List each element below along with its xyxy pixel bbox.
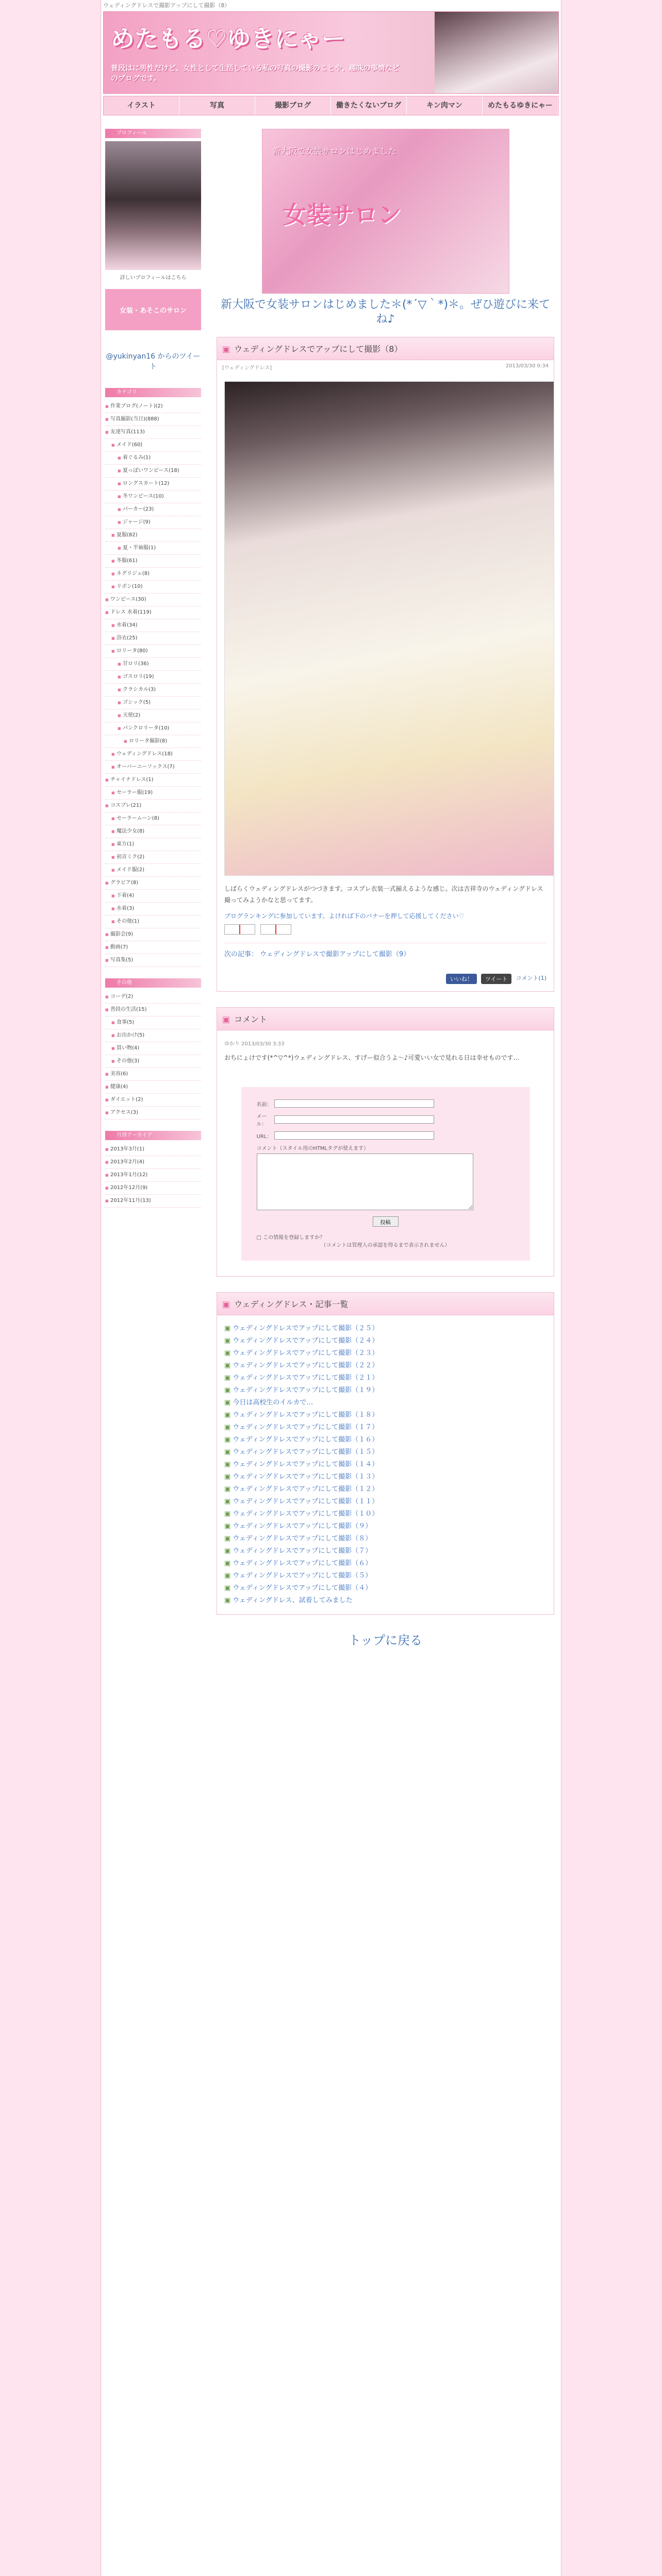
other-head: その他 [105,978,201,988]
main-content [217,129,554,1648]
category-item[interactable]: ■ 動画(7) [105,941,201,954]
related-item[interactable]: ▣ ウェディングドレスでアップにして撮影（６） [224,1557,547,1570]
entry-meta [217,360,554,374]
sidebar [105,129,201,1219]
browser-title: ウェディングドレスで撮影アップにして撮影（8） [103,2,230,9]
entry-category[interactable]: [ウェディングドレス] [222,365,272,371]
site-header [103,11,559,94]
salon-caption[interactable]: 新大阪で女装サロンはじめました＊(*´▽｀*)＊。ぜひ遊びに来てね♪ [220,298,551,326]
category-item[interactable]: ■ クラシカル(3) [105,684,201,697]
related-item[interactable]: ▣ ウェディングドレスでアップにして撮影（１４） [224,1459,547,1471]
ranking-banner-1[interactable] [224,924,255,935]
next-label: 次の記事： [224,951,258,958]
tweet-button[interactable]: ツイート [481,974,511,984]
related-item[interactable]: ▣ ウェディングドレスでアップにして撮影（２１） [224,1372,547,1384]
archive-head: 月別アーカイブ [105,1131,201,1140]
profile-photo[interactable] [105,141,201,270]
related-item[interactable]: ▣ ウェディングドレスでアップにして撮影（１０） [224,1508,547,1520]
category-item[interactable]: ■ 夏・半袖服(1) [105,542,201,555]
other-item[interactable]: ■ ダイエット(2) [105,1094,201,1107]
comment-head [217,1008,554,1030]
comment-text: おちにょけです(*^▽^*)ウェディングドレス、すげー似合うよ〜♪可愛いい女で見れる日は幸せものです… [224,1054,520,1061]
category-item[interactable]: ■ ロングスカート(12) [105,478,201,490]
other-widget [105,978,201,1120]
nav-item-metamoru[interactable]: めたもるゆきにゃー [483,96,558,115]
related-head-text: ウェディングドレス・記事一覧 [234,1299,349,1309]
name-label: 名前： [256,1101,272,1108]
related-item[interactable]: ▣ ウェディングドレスでアップにして撮影（２３） [224,1347,547,1360]
category-item[interactable]: ■ ドレス 水着(119) [105,606,201,619]
category-item[interactable]: ■ パーカー(23) [105,503,201,516]
related-item[interactable]: ▣ ウェディングドレスでアップにして撮影（１９） [224,1384,547,1397]
remember-check[interactable]: □ この情報を登録しますか？ [256,1235,325,1241]
entry-box [217,337,554,992]
related-item[interactable]: ▣ ウェディングドレスでアップにして撮影（２２） [224,1360,547,1372]
archive-item[interactable]: ■ 2012年11月(13) [105,1195,201,1208]
comment-head-icon: ▣ [222,1014,230,1024]
archive-item[interactable]: ■ 2013年3月(1) [105,1143,201,1156]
category-item[interactable]: ■ ロリータ(80) [105,645,201,658]
category-item[interactable]: ■ ゴスロリ(19) [105,671,201,684]
archive-widget [105,1131,201,1208]
entry-date: 2013/03/30 0:34 [505,363,549,369]
related-item[interactable]: ▣ ウェディングドレスでアップにして撮影（５） [224,1570,547,1582]
tweet-link[interactable]: @yukinyan16 からのツイート [106,352,201,371]
mail-row [257,1112,515,1127]
category-item[interactable]: ■ メイド服(2) [105,864,201,877]
entry-title[interactable] [217,337,554,360]
profile-widget [105,129,201,377]
category-item[interactable]: ■ 水着(3) [105,903,201,916]
category-item[interactable]: ■ 写真集(5) [105,954,201,967]
archive-list [105,1143,201,1208]
other-item[interactable]: ■ 買い物(4) [105,1042,201,1055]
comment-label: コメント（スタイル用のHTMLタグが使えます） [256,1146,369,1151]
category-item[interactable]: ■ セーラームーン(8) [105,812,201,825]
next-entry [224,943,547,958]
archive-item[interactable]: ■ 2013年2月(4) [105,1156,201,1169]
back-to-top-link[interactable]: トップに戻る [348,1633,423,1648]
other-item[interactable]: ■ 健康(4) [105,1081,201,1094]
entry-title-icon: ▣ [222,344,230,354]
category-item[interactable]: ■ パンクロリータ(10) [105,722,201,735]
category-item[interactable]: ■ 浴衣(25) [105,632,201,645]
other-item[interactable]: ■ お出かけ(5) [105,1029,201,1042]
category-item[interactable]: ■ ロリータ撮影(8) [105,735,201,748]
category-item[interactable]: ■ ネグリジェ(8) [105,568,201,581]
comment-head-text: コメント [234,1014,268,1024]
category-item[interactable]: ■ チャイナドレス(1) [105,774,201,787]
related-item[interactable]: ▣ ウェディングドレスでアップにして撮影（１６） [224,1434,547,1446]
category-item[interactable]: ■ オーバーニーソックス(7) [105,761,201,774]
category-item[interactable]: ■ セーラー服(19) [105,787,201,800]
other-item[interactable]: ■ 普段の生活(15) [105,1004,201,1016]
mail-label: メール： [256,1114,267,1127]
nav-item-nowork-blog[interactable]: 働きたくないブログ [331,96,407,115]
category-item[interactable]: ■ 友達写真(113) [105,426,201,439]
related-item[interactable]: ▣ ウェディングドレスでアップにして撮影（１７） [224,1421,547,1434]
related-head-icon: ▣ [222,1299,230,1309]
url-input[interactable] [274,1131,434,1140]
related-item[interactable]: ▣ ウェディングドレスでアップにして撮影（８） [224,1533,547,1545]
ranking-banner-2[interactable] [260,924,291,935]
category-item[interactable]: ■ 天使(2) [105,709,201,722]
related-item[interactable]: ▣ ウェディングドレスでアップにして撮影（７） [224,1545,547,1557]
category-item[interactable]: ■ 水着(34) [105,619,201,632]
other-item[interactable]: ■ 美容(6) [105,1068,201,1081]
related-item[interactable]: ▣ ウェディングドレスでアップにして撮影（９） [224,1520,547,1533]
related-head [217,1293,554,1315]
name-input[interactable] [274,1099,434,1108]
category-list [105,400,201,967]
related-item[interactable]: ▣ ウェディングドレスでアップにして撮影（１５） [224,1446,547,1459]
category-item[interactable]: ■ 夏っぽいワンピース(18) [105,465,201,478]
nav-item-illust[interactable]: イラスト [104,96,179,115]
related-item[interactable]: ▣ ウェディングドレス、試着してみました [224,1595,547,1607]
salon-banner-top: 新大阪で女装サロンはじめました [272,146,396,156]
nav-item-photo[interactable]: 写真 [179,96,255,115]
site-title[interactable]: めたもる♡ゆきにゃー [111,25,345,53]
category-item[interactable]: ■ ジャージ(9) [105,516,201,529]
category-item[interactable]: ■ 東方(1) [105,838,201,851]
category-item[interactable]: ■ 初音ミク(2) [105,851,201,864]
comment-box [217,1007,554,1277]
remember-label: この情報を登録しますか？ [263,1235,325,1241]
category-item[interactable]: ■ 魔法少女(8) [105,825,201,838]
profile-head: プロフィール [105,129,201,138]
category-item[interactable]: ■ 写真撮影(当日)(888) [105,413,201,426]
other-item[interactable]: ■ アクセス(3) [105,1107,201,1120]
category-item[interactable]: ■ その他(1) [105,916,201,928]
category-item[interactable]: ■ 甘ロリ(36) [105,658,201,671]
category-item[interactable]: ■ 下着(4) [105,890,201,903]
category-head: カテゴリ [105,388,201,397]
related-item[interactable]: ▣ ウェディングドレスでアップにして撮影（２４） [224,1335,547,1347]
category-item[interactable]: ■ 作業ブログ(ノート)(2) [105,400,201,413]
name-row [257,1099,515,1108]
comment-textarea[interactable] [257,1154,473,1210]
archive-item[interactable]: ■ 2012年12月(9) [105,1182,201,1195]
salon-banner-name: 女装サロン [283,201,402,229]
category-item[interactable]: ■ 撮影会(9) [105,928,201,941]
category-item[interactable]: ■ ゴシック(5) [105,697,201,709]
comment-author: ゆかり 2013/03/30 3:33 [224,1041,285,1047]
mail-input[interactable] [274,1115,434,1124]
url-row [257,1131,515,1140]
related-item[interactable]: ▣ ウェディングドレスでアップにして撮影（１８） [224,1409,547,1421]
ranking-text[interactable]: ブログランキングに参加しています。よければ下のバナーを押して応援してください♡ [224,912,465,920]
category-item[interactable]: ■ 冬ワンピース(10) [105,490,201,503]
other-item[interactable]: ■ その他(3) [105,1055,201,1068]
main-nav [103,96,559,115]
archive-item[interactable]: ■ 2013年1月(12) [105,1169,201,1182]
related-box [217,1292,554,1615]
salon-banner[interactable] [262,129,509,294]
category-item[interactable]: ■ コスプレ(21) [105,800,201,812]
form-note: （コメントは管理人の承認を得るまで表示されません） [321,1243,450,1248]
entry-text: しばらくウェディングドレスがつづきます。コスプレ衣装一式揃えるような感じ。次は吉祥寺のウェディングドレス撮ってみようかなと思ってます。 [224,885,543,904]
entry-photo[interactable] [224,381,554,876]
profile-caption[interactable]: 詳しいプロフィールはこちら [120,275,187,281]
nav-item-shoot-blog[interactable]: 撮影ブログ [255,96,331,115]
ranking-banners [224,924,547,935]
other-list [105,991,201,1120]
other-item[interactable]: ■ コーデ(2) [105,991,201,1004]
other-item[interactable]: ■ 食事(5) [105,1016,201,1029]
related-item[interactable]: ▣ 今日は高校生のイルカで… [224,1397,547,1409]
category-widget [105,388,201,967]
comment-item [217,1030,554,1072]
salon-banner-small[interactable]: 女装・あそこのサロン [105,289,201,330]
entry-body [217,374,554,991]
submit-button[interactable]: 投稿 [373,1216,399,1227]
related-item[interactable]: ▣ ウェディングドレスでアップにして撮影（２５） [224,1323,547,1335]
next-entry-link[interactable]: ウェディングドレスで撮影アップにして撮影（9） [260,951,410,958]
category-item[interactable]: ■ ウェディングドレス(18) [105,748,201,761]
category-item[interactable]: ■ 夏服(82) [105,529,201,542]
comment-count-link[interactable]: コメント(1) [516,975,547,981]
comment-form [241,1087,530,1261]
category-item[interactable]: ■ 冬服(61) [105,555,201,568]
entry-title-text: ウェディングドレスでアップにして撮影（8） [234,344,403,354]
header-photo [435,12,558,93]
nav-item-kinnikuman[interactable]: キン肉マン [407,96,483,115]
related-item[interactable]: ▣ ウェディングドレスでアップにして撮影（１３） [224,1471,547,1483]
facebook-like-button[interactable]: いいね！ [446,974,477,984]
related-item[interactable]: ▣ ウェディングドレスでアップにして撮影（１２） [224,1483,547,1496]
site-description: 普段はに男性だけど、女性として生活している私の写真の撮影のことや、趣味の事情などのブログです。 [111,64,400,83]
share-bar [224,974,547,984]
category-item[interactable]: ■ 着ぐるみ(1) [105,452,201,465]
category-item[interactable]: ■ グラビア(8) [105,877,201,890]
category-item[interactable]: ■ メイド(60) [105,439,201,452]
related-list [217,1315,554,1614]
category-item[interactable]: ■ リボン(10) [105,581,201,594]
url-label: URL： [256,1133,272,1140]
related-item[interactable]: ▣ ウェディングドレスでアップにして撮影（４） [224,1582,547,1595]
related-item[interactable]: ▣ ウェディングドレスでアップにして撮影（１１） [224,1496,547,1508]
category-item[interactable]: ■ ワンピース(30) [105,594,201,606]
